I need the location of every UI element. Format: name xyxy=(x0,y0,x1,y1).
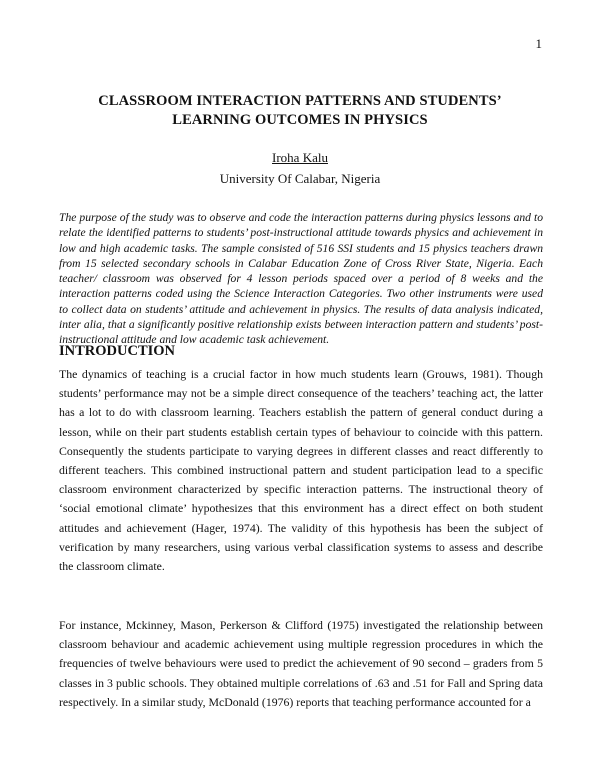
author-affiliation: University Of Calabar, Nigeria xyxy=(219,171,381,186)
paragraph-text: The dynamics of teaching is a crucial factor in how much students learn (Grouws, 1981). Though students’ performance may not be a simple direct consequence of the teachers’ teaching act, the latter has a lot to do with classroom learning. Teachers establish the pattern of general conduct during a lesson, while on their part students establish certain types of behaviour to coincide with this pattern. Consequently the students participate to varying degrees in different classes and react differently to different teachers. This combined instructional pattern and student participation lead to a specific classroom environment characterized by specific interaction patterns. The instructional theory of ‘social emotional climate’ hypothesizes that this environment has a direct effect on both student attitudes and achievement (Hager, 1974). The validity of this hypothesis has been the subject of verification by many researchers, using various verbal classification systems to assess and describe the classroom climate. xyxy=(59,367,543,574)
page-number: 1 xyxy=(535,36,542,51)
abstract: The purpose of the study was to observe and code the interaction patterns during physics lessons and to relate the identified patterns to students’ post-instructional attitude towards physics and achievement in low and high academic tasks. The sample consisted of 516 SSI students and 15 physics teachers drawn from 15 selected secondary schools in Calabar Education Zone of Cross River State, Nigeria. Each teacher/ classroom was observed for 4 lesson periods spaced over a period of 8 weeks and the interaction patterns coded using the Science Interaction Categories. Two other instruments were used to collect data on students’ attitude and achievement in physics. The results of data analysis indicated, inter alia, that a significantly positive relationship exists between interaction pattern and students’ post-instructional attitude and low academic task achievement. xyxy=(59,211,543,347)
body-paragraph-1 xyxy=(59,365,543,576)
author-name: Iroha Kalu xyxy=(272,150,328,165)
section-heading-introduction: INTRODUCTION xyxy=(59,343,176,359)
paper-title: CLASSROOM INTERACTION PATTERNS AND STUDENTS’ LEARNING OUTCOMES IN PHYSICS xyxy=(98,93,502,128)
paragraph-text: For instance, Mckinney, Mason, Perkerson & Clifford (1975) investigated the relationship between classroom behaviour and academic achievement using multiple regression procedures in which the frequencies of twelve behaviours were used to predict the achievement of 90 second – graders from 5 classes in 3 public schools. They obtained multiple correlations of .63 and .51 for Fall and Spring data respectively. In a similar study, McDonald (1976) reports that teaching performance accounted for a xyxy=(59,618,543,709)
body-paragraph-2 xyxy=(59,616,543,712)
